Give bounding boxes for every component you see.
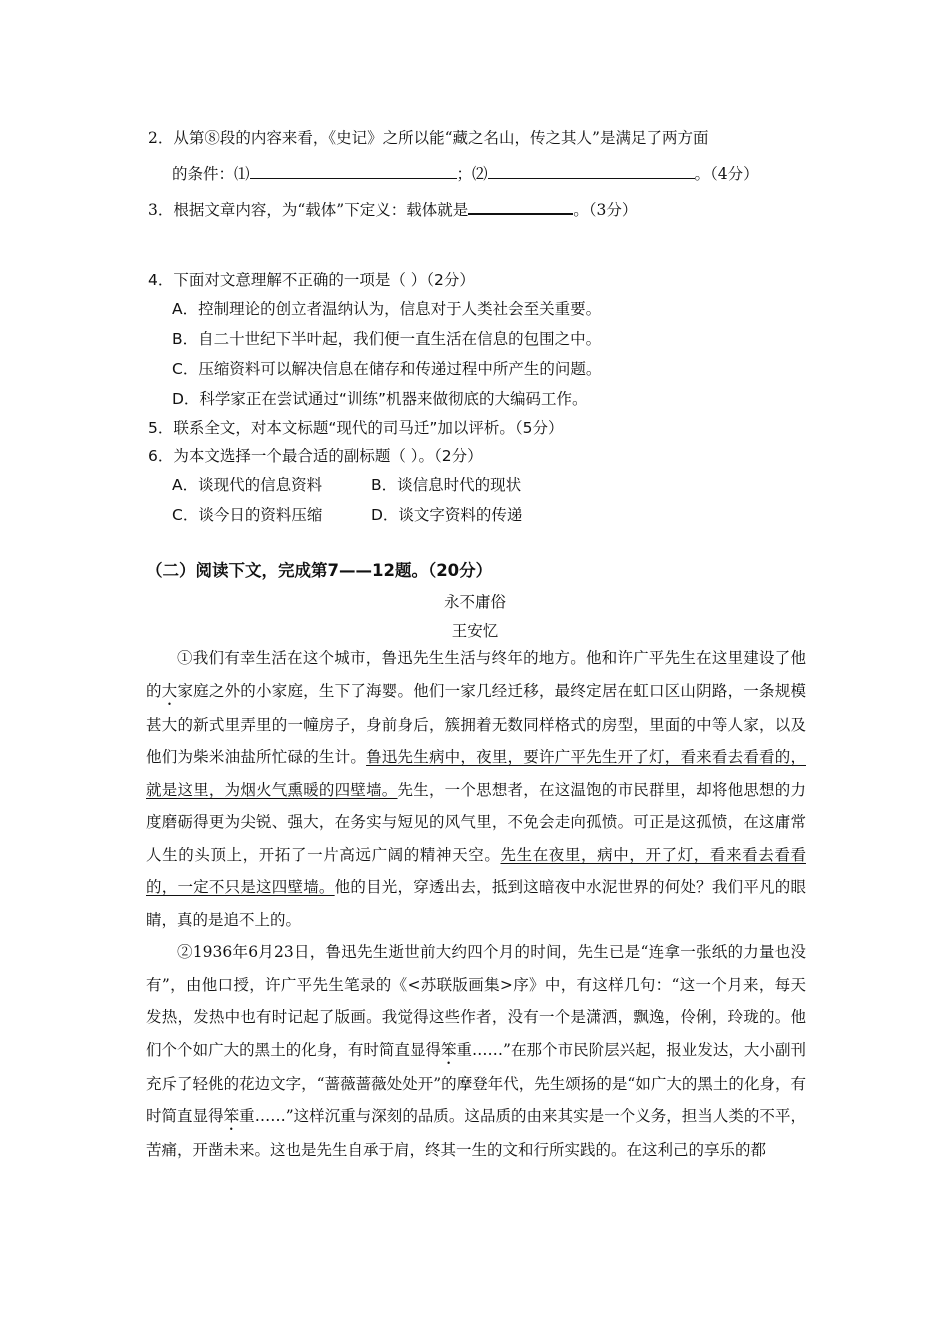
answer-blank-2[interactable] bbox=[488, 178, 695, 179]
emphasis-dot-char: 大 bbox=[161, 681, 178, 700]
question-6-stem: 6．为本文选择一个最合适的副标题（ ）。（2分） bbox=[148, 447, 483, 465]
underlined-sentence-1: 鲁迅先生病中，夜里，要许广平先生开了灯，看来看去看看的，就是这里，为烟火气熏暖的四壁墙。 bbox=[146, 748, 806, 799]
paragraph-1-text-b: 家庭之外的小家庭，生下了海婴。他们一家几经迁移，最终定居在虹口区山阴路，一条规模甚大的新式里弄里的一幢房子，身前身后，簇拥着无数同样格式的房型，里面的中等人家，以及他们为柴米油盐所忙碌的生计。 bbox=[146, 681, 806, 766]
question-4-option-c: C．压缩资料可以解决信息在储存和传递过程中所产生的问题。 bbox=[172, 360, 602, 378]
question-3-suffix: 。（3分） bbox=[573, 201, 638, 219]
answer-blank-1[interactable] bbox=[250, 178, 457, 179]
paragraph-2-text-b: 重……”在那个市民阶层兴起，报业发达，大小副刊充斥了轻佻的花边文字，“蔷薇蔷薇处处开”的摩登年代，先生颂扬的是“如广大的黑土的化身，有时简直显得 bbox=[146, 1040, 806, 1125]
paragraph-1-text-c: 先生，一个思想者，在这温饱的市民群里，却将他思想的力度磨砺得更为尖锐、强大，在务实与短见的风气里，不免会走向孤愤。可正是这孤愤，在这庸常人生的头顶上，开拓了一片高远广阔的精神天空。 bbox=[146, 780, 806, 864]
question-6-option-b: B．谈信息时代的现状 bbox=[371, 476, 522, 494]
answer-blank-3[interactable] bbox=[468, 213, 573, 215]
question-6-option-a: A．谈现代的信息资料 bbox=[172, 476, 323, 494]
question-4-option-a: A．控制理论的创立者温纳认为，信息对于人类社会至关重要。 bbox=[172, 300, 602, 318]
question-2-line1: 2．从第⑧段的内容来看，《史记》之所以能“藏之名山，传之其人”是满足了两方面 bbox=[148, 129, 709, 147]
question-4-option-d: D．科学家正在尝试通过“训练”机器来做彻底的大编码工作。 bbox=[172, 390, 588, 408]
question-6-option-d: D．谈文字资料的传递 bbox=[371, 506, 523, 524]
emphasis-dot-char: 笨 bbox=[441, 1040, 457, 1059]
article-author: 王安忆 bbox=[451, 622, 499, 640]
article-title: 永不庸俗 bbox=[443, 593, 506, 611]
question-5-stem: 5．联系全文，对本文标题“现代的司马迁”加以评析。（5分） bbox=[148, 419, 564, 437]
underlined-sentence-2: 先生在夜里，病中，开了灯，看来看去看看的，一定不只是这四壁墙。 bbox=[146, 845, 806, 896]
paragraph-2 bbox=[146, 936, 806, 1167]
emphasis-dot-char: 笨 bbox=[223, 1107, 240, 1125]
article-body bbox=[146, 642, 806, 1167]
paragraph-1-text-a: ①我们有幸生活在这个城市，鲁迅先生生活与终年的地方。他和许广平先生在这里建设了他的 bbox=[146, 649, 806, 700]
paragraph-1-text-d: 他的目光，穿透出去，抵到这暗夜中水泥世界的何处？我们平凡的眼睛，真的是追不上的。 bbox=[146, 878, 806, 929]
question-2-prefix: 的条件：⑴ bbox=[172, 165, 250, 183]
question-4-option-b: B．自二十世纪下半叶起，我们便一直生活在信息的包围之中。 bbox=[172, 330, 602, 348]
question-4-stem: 4．下面对文意理解不正确的一项是（ ）（2分） bbox=[148, 271, 475, 289]
question-3-prefix: 3．根据文章内容，为“载体”下定义：载体就是 bbox=[148, 201, 469, 219]
question-2-line2 bbox=[172, 162, 759, 184]
question-2-suffix: 。（4分） bbox=[694, 165, 759, 183]
question-6-option-c: C．谈今日的资料压缩 bbox=[172, 506, 323, 524]
question-2-mid: ；⑵ bbox=[456, 165, 488, 183]
paragraph-2-text-c: 重……”这样沉重与深刻的品质。这品质的由来其实是一个义务，担当人类的不平，苦痛，开凿未来。这也是先生自承于肩，终其一生的文和行所实践的。在这利己的享乐的都 bbox=[146, 1107, 806, 1159]
section-heading: （二）阅读下文，完成第7——12题。（20分） bbox=[146, 561, 493, 580]
paragraph-2-text-a: ②1936年6月23日，鲁迅先生逝世前大约四个月的时间，先生已是“连拿一张纸的力量也没有”，由他口授，许广平先生笔录的《<苏联版画集>序》中，有这样几句：“这一个月来，每天发热，发热中也有时记起了版画。我觉得这些作者，没有一个是潇洒，飘逸，伶俐，玲珑的。他们个个如广大的黑土的化身，有时简直显得 bbox=[146, 943, 806, 1059]
paragraph-1 bbox=[146, 642, 806, 936]
question-3 bbox=[148, 198, 637, 220]
